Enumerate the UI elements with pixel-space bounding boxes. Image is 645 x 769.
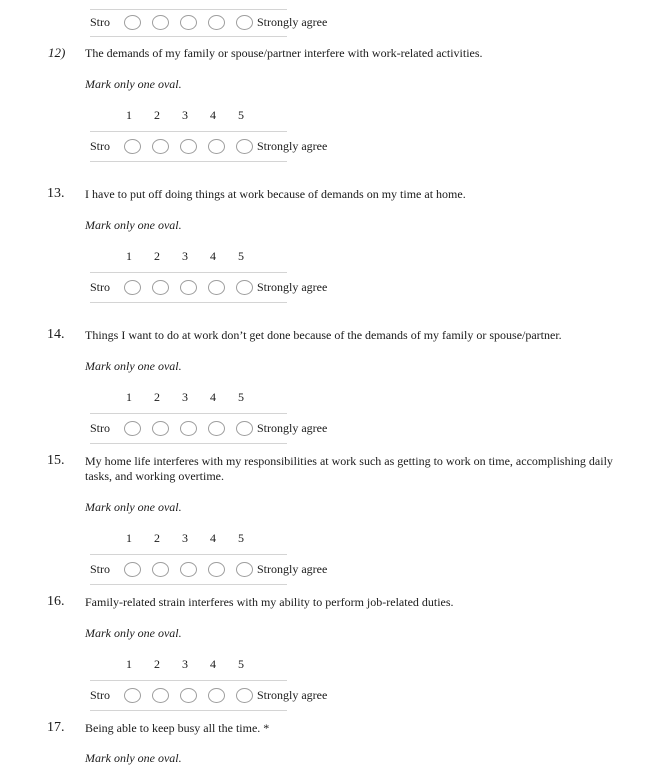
scale-top-rule <box>90 272 287 273</box>
scale-number-3: 3 <box>182 531 188 545</box>
scale-number-2: 2 <box>154 249 160 263</box>
oval-option-3[interactable] <box>180 421 197 436</box>
high-anchor-label: Strongly agree <box>257 421 328 435</box>
oval-option-4[interactable] <box>208 688 225 703</box>
oval-option-1[interactable] <box>124 139 141 154</box>
question-text: My home life interferes with my responsibilities at work such as getting to work on time, accomplishing daily tasks, and working overtime. <box>85 454 613 483</box>
oval-option-4[interactable] <box>208 562 225 577</box>
question-text: Being able to keep busy all the time. * <box>85 721 270 735</box>
scale-number-1: 1 <box>126 531 132 545</box>
scale-bottom-rule <box>90 710 287 711</box>
question-number: 12) <box>48 45 66 60</box>
oval-option-5[interactable] <box>236 280 253 295</box>
scale-number-4: 4 <box>210 390 216 404</box>
oval-option-4[interactable] <box>208 139 225 154</box>
scale-top-rule <box>90 413 287 414</box>
high-anchor-label: Strongly agree <box>257 688 328 702</box>
oval-option-4[interactable] <box>208 280 225 295</box>
scale-number-2: 2 <box>154 657 160 671</box>
question-text: Family-related strain interferes with my ability to perform job-related duties. <box>85 595 454 609</box>
oval-option-3[interactable] <box>180 15 197 30</box>
scale-number-1: 1 <box>126 249 132 263</box>
scale-bottom-rule <box>90 36 287 37</box>
scale-bottom-rule <box>90 584 287 585</box>
oval-option-1[interactable] <box>124 562 141 577</box>
scale-number-1: 1 <box>126 657 132 671</box>
scale-number-5: 5 <box>238 390 244 404</box>
scale-bottom-rule <box>90 161 287 162</box>
oval-option-5[interactable] <box>236 15 253 30</box>
question-number: 16. <box>47 594 65 609</box>
oval-option-3[interactable] <box>180 688 197 703</box>
question-number: 15. <box>47 453 65 468</box>
oval-option-1[interactable] <box>124 421 141 436</box>
oval-option-1[interactable] <box>124 688 141 703</box>
high-anchor-label: Strongly agree <box>257 139 328 153</box>
scale-number-2: 2 <box>154 390 160 404</box>
scale-number-4: 4 <box>210 657 216 671</box>
high-anchor-label: Strongly agree <box>257 280 328 294</box>
oval-option-5[interactable] <box>236 139 253 154</box>
oval-option-1[interactable] <box>124 280 141 295</box>
question-instruction: Mark only one oval. <box>85 218 182 232</box>
question-number: 17. <box>47 720 65 735</box>
oval-option-3[interactable] <box>180 562 197 577</box>
oval-option-2[interactable] <box>152 280 169 295</box>
scale-number-5: 5 <box>238 531 244 545</box>
scale-number-4: 4 <box>210 531 216 545</box>
oval-option-2[interactable] <box>152 688 169 703</box>
scale-number-5: 5 <box>238 249 244 263</box>
question-instruction: Mark only one oval. <box>85 77 182 91</box>
high-anchor-label: Strongly agree <box>257 15 328 29</box>
scale-top-rule <box>90 131 287 132</box>
scale-number-3: 3 <box>182 657 188 671</box>
oval-option-5[interactable] <box>236 421 253 436</box>
question-instruction: Mark only one oval. <box>85 500 182 514</box>
oval-option-5[interactable] <box>236 562 253 577</box>
scale-number-2: 2 <box>154 531 160 545</box>
question-number: 13. <box>47 186 65 201</box>
low-anchor-label: Stro <box>90 562 111 576</box>
scale-number-1: 1 <box>126 108 132 122</box>
oval-option-5[interactable] <box>236 688 253 703</box>
low-anchor-label: Stro <box>90 688 111 702</box>
question-text: Things I want to do at work don’t get done because of the demands of my family or spouse/partner. <box>85 328 562 342</box>
scale-number-2: 2 <box>154 108 160 122</box>
question-instruction: Mark only one oval. <box>85 359 182 373</box>
scale-number-3: 3 <box>182 108 188 122</box>
oval-option-2[interactable] <box>152 15 169 30</box>
low-anchor-label: Stro <box>90 421 111 435</box>
question-instruction: Mark only one oval. <box>85 751 182 765</box>
oval-option-2[interactable] <box>152 139 169 154</box>
scale-number-4: 4 <box>210 249 216 263</box>
scale-number-5: 5 <box>238 108 244 122</box>
low-anchor-label: Stro <box>90 15 111 29</box>
scale-number-3: 3 <box>182 390 188 404</box>
low-anchor-label: Stro <box>90 139 111 153</box>
scale-number-3: 3 <box>182 249 188 263</box>
question-number: 14. <box>47 327 65 342</box>
oval-option-3[interactable] <box>180 139 197 154</box>
oval-option-2[interactable] <box>152 421 169 436</box>
oval-option-4[interactable] <box>208 421 225 436</box>
question-text: I have to put off doing things at work because of demands on my time at home. <box>85 187 466 201</box>
oval-option-3[interactable] <box>180 280 197 295</box>
scale-top-rule <box>90 554 287 555</box>
scale-top-rule <box>90 9 287 10</box>
low-anchor-label: Stro <box>90 280 111 294</box>
scale-number-5: 5 <box>238 657 244 671</box>
scale-number-1: 1 <box>126 390 132 404</box>
scale-bottom-rule <box>90 302 287 303</box>
scale-bottom-rule <box>90 443 287 444</box>
question-text: The demands of my family or spouse/partner interfere with work-related activities. <box>85 46 483 60</box>
scale-top-rule <box>90 680 287 681</box>
high-anchor-label: Strongly agree <box>257 562 328 576</box>
oval-option-1[interactable] <box>124 15 141 30</box>
scale-number-4: 4 <box>210 108 216 122</box>
oval-option-2[interactable] <box>152 562 169 577</box>
oval-option-4[interactable] <box>208 15 225 30</box>
question-instruction: Mark only one oval. <box>85 626 182 640</box>
